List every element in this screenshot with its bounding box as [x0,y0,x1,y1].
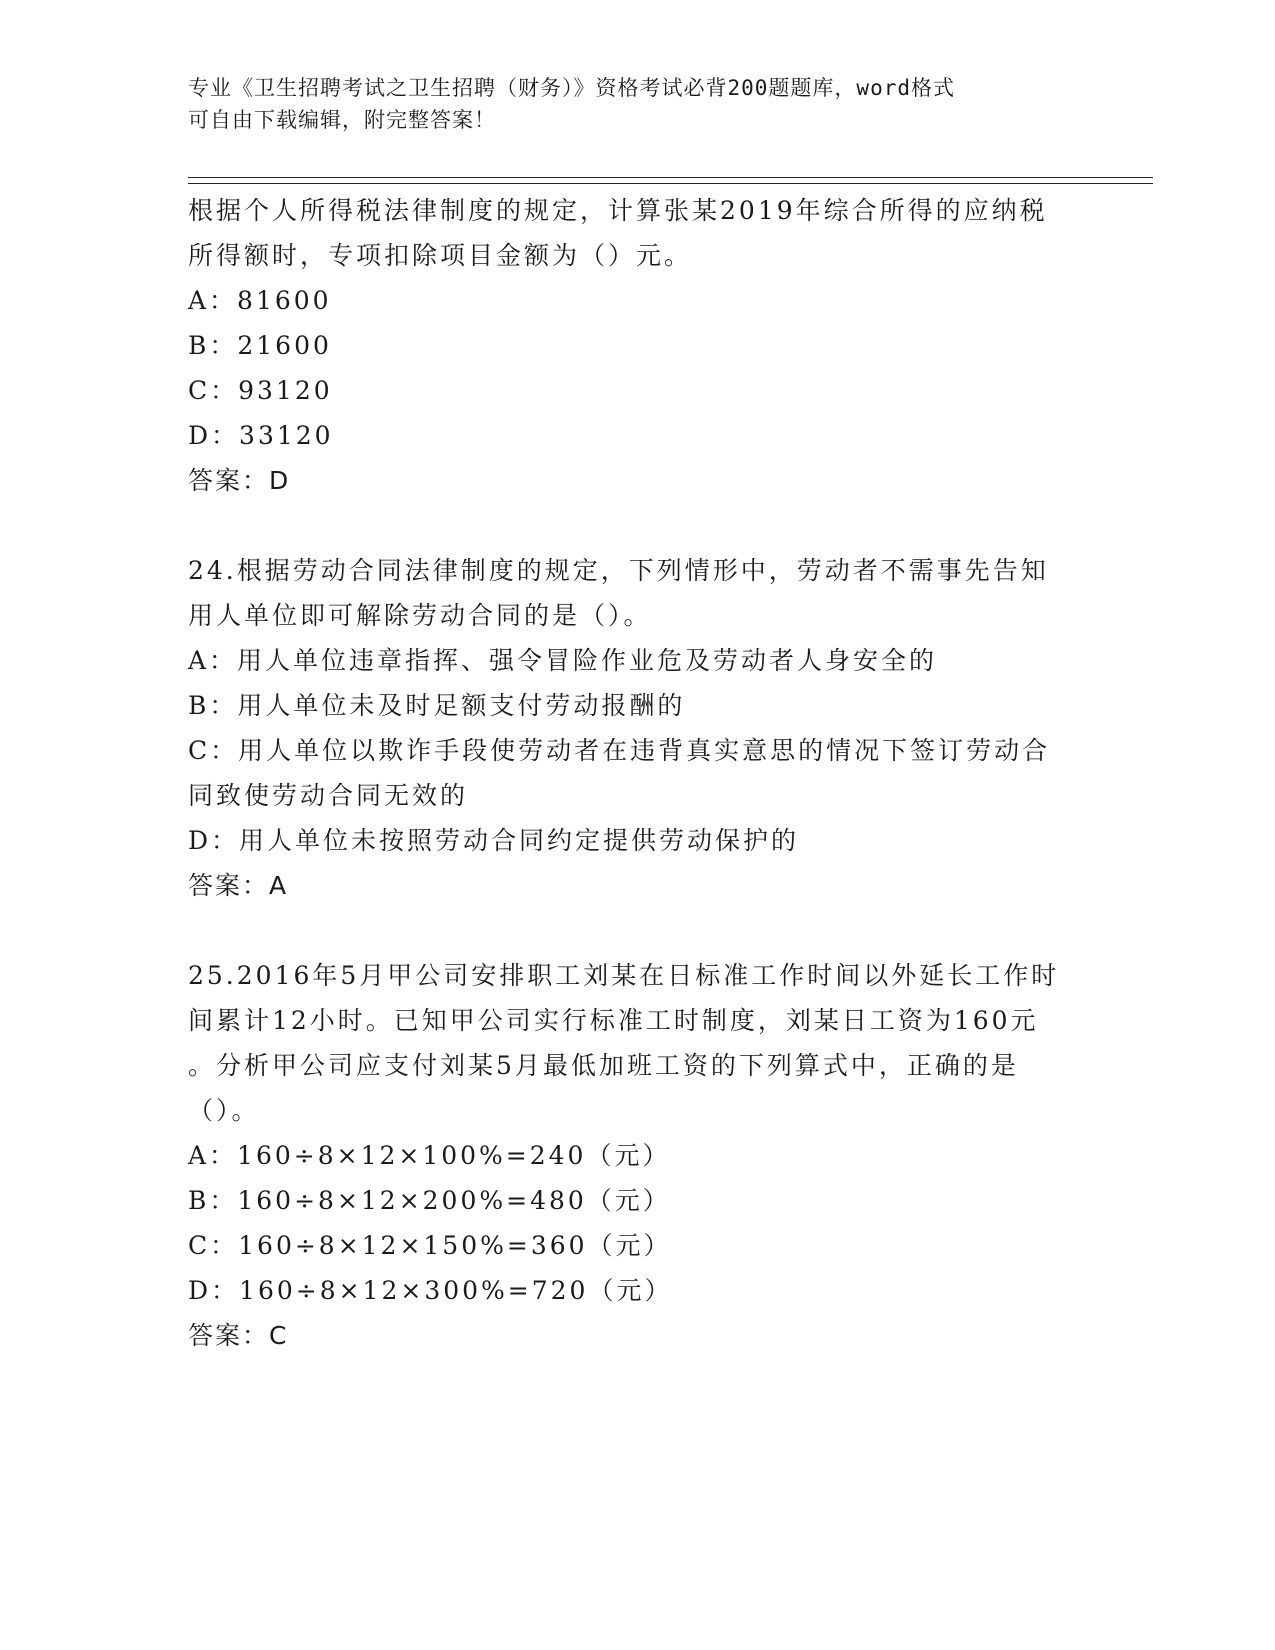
option-c: C：用人单位以欺诈手段使劳动者在违背真实意思的情况下签订劳动合 [188,736,1051,765]
option-d: D：33120 [188,421,334,450]
question-block-23 [188,188,1088,503]
question-stem-line: 根据个人所得税法律制度的规定，计算张某2019年综合所得的应纳税 [188,196,1048,225]
option-b: B：160÷8×12×200%=480（元） [188,1186,671,1215]
question-spacer [188,503,1088,548]
answer-label: 答案：A [188,871,289,900]
answer-label: 答案：C [188,1321,289,1350]
document-header [188,72,1068,136]
answer-label: 答案：D [188,466,291,495]
header-line-2: 可自由下载编辑，附完整答案！ [188,108,496,132]
question-stem-line: 25.2016年5月甲公司安排职工刘某在日标准工作时间以外延长工作时 [188,961,1060,990]
option-c: C：93120 [188,376,333,405]
header-divider-top [188,177,1153,178]
option-c-continued: 同致使劳动合同无效的 [188,781,469,810]
header-divider-bottom [188,183,1153,184]
header-line-1: 专业《卫生招聘考试之卫生招聘（财务）》资格考试必背200题题库，word格式 [188,76,955,100]
question-spacer [188,908,1088,953]
option-d: D：用人单位未按照劳动合同约定提供劳动保护的 [188,826,800,855]
option-d: D：160÷8×12×300%=720（元） [188,1276,673,1305]
question-stem-line: 间累计12小时。已知甲公司实行标准工时制度，刘某日工资为160元 [188,1006,1039,1035]
question-list [188,188,1088,1358]
question-block-24 [188,548,1088,908]
option-b: B：用人单位未及时足额支付劳动报酬的 [188,691,686,720]
question-stem-line: 用人单位即可解除劳动合同的是（）。 [188,601,652,630]
option-b: B：21600 [188,331,332,360]
option-a: A：160÷8×12×100%=240（元） [188,1141,671,1170]
question-stem-line: 所得额时，专项扣除项目金额为（）元。 [188,241,693,270]
question-stem-line: （）。 [188,1096,260,1125]
question-stem-line: 24.根据劳动合同法律制度的规定，下列情形中，劳动者不需事先告知 [188,556,1049,585]
question-stem-line: 。分析甲公司应支付刘某5月最低加班工资的下列算式中，正确的是 [188,1051,1019,1080]
option-a: A：81600 [188,286,332,315]
question-block-25 [188,953,1088,1358]
option-a: A：用人单位违章指挥、强令冒险作业危及劳动者人身安全的 [188,646,938,675]
option-c: C：160÷8×12×150%=360（元） [188,1231,672,1260]
